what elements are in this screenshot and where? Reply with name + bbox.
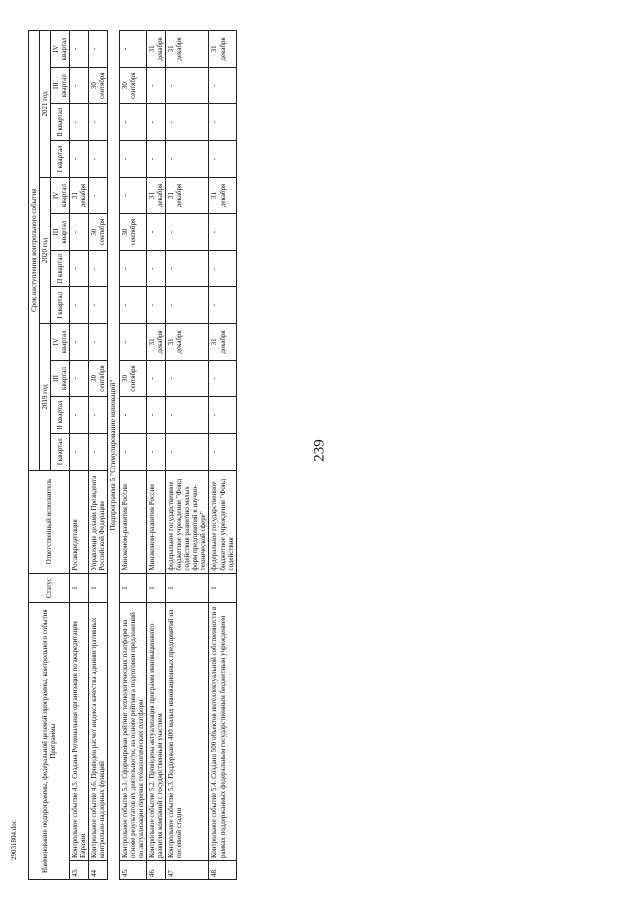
responsible-executor: Минэконом-развития России — [147, 470, 166, 573]
header-year-2019: 2019 год — [40, 324, 51, 470]
quarter-deadline-cell: - — [147, 433, 166, 470]
quarter-deadline-cell: - — [166, 104, 209, 141]
quarter-deadline-cell: 30 сентября — [120, 67, 147, 104]
page-number: 239 — [311, 439, 328, 462]
table-row — [209, 31, 236, 880]
quarter-deadline-cell: - — [70, 250, 89, 287]
header-status: Статус — [29, 573, 70, 603]
quarter-deadline-cell: - — [89, 287, 108, 324]
header-quarter: II квартал — [51, 104, 70, 141]
header-quarter: III квартал — [51, 360, 70, 397]
quarter-deadline-cell: - — [89, 31, 108, 68]
quarter-deadline-cell: 31 декабря — [147, 324, 166, 361]
quarter-deadline-cell: - — [147, 67, 166, 104]
header-quarter: III квартал — [51, 214, 70, 251]
quarter-deadline-cell: 31 декабря — [166, 324, 209, 361]
header-quarter: II квартал — [51, 250, 70, 287]
quarter-deadline-cell: - — [89, 104, 108, 141]
quarter-deadline-cell: 31 декабря — [147, 31, 166, 68]
quarter-deadline-cell: - — [166, 360, 209, 397]
table-body-subprogram-4 — [70, 31, 108, 880]
header-responsible: Ответственный исполнитель — [29, 470, 70, 573]
quarter-deadline-cell: - — [209, 250, 236, 287]
quarter-deadline-cell: - — [70, 67, 89, 104]
responsible-executor: федеральное государственное бюджетное учреждение "Фонд содействия развитию малых форм предприятий в научно-технической сфере" — [166, 470, 209, 573]
quarter-deadline-cell: - — [147, 104, 166, 141]
quarter-deadline-cell: - — [120, 250, 147, 287]
quarter-deadline-cell: - — [209, 214, 236, 251]
table-row — [166, 31, 209, 880]
quarter-deadline-cell: - — [89, 250, 108, 287]
event-name: Контрольное событие 5.1. Сформирован рейтинг технологических платформ на основе результатов их деятельности, на основе рейтинга подготовки предложений по актуализации перечня технологических платформ — [120, 603, 147, 861]
quarter-deadline-cell: - — [209, 433, 236, 470]
quarter-deadline-cell: - — [166, 397, 209, 434]
table-body-subprogram-5 — [120, 31, 237, 880]
control-events-table — [28, 30, 237, 880]
quarter-deadline-cell: - — [166, 287, 209, 324]
header-quarter: III квартал — [51, 67, 70, 104]
header-quarter: I квартал — [51, 287, 70, 324]
quarter-deadline-cell: 31 декабря — [166, 177, 209, 214]
event-name: Контрольное событие 5.3. Поддержано 400 малых инновационных предприятий на посевной стадии — [166, 603, 209, 861]
quarter-deadline-cell: 30 сентября — [120, 214, 147, 251]
table-row — [120, 31, 147, 880]
quarter-deadline-cell: - — [120, 141, 147, 178]
event-name: Контрольное событие 4.5. Создана Региональная организация по аккредитации Евразии — [70, 603, 89, 861]
quarter-deadline-cell: 31 декабря — [209, 31, 236, 68]
row-number: 44 — [89, 861, 108, 880]
quarter-deadline-cell: 30 сентября — [89, 360, 108, 397]
event-status: 1 — [89, 573, 108, 603]
quarter-deadline-cell: 30 сентября — [89, 214, 108, 251]
quarter-deadline-cell: - — [70, 141, 89, 178]
rotated-table-container — [28, 30, 618, 880]
quarter-deadline-cell: - — [166, 214, 209, 251]
header-quarter: IV квартал — [51, 324, 70, 361]
quarter-deadline-cell: - — [120, 104, 147, 141]
quarter-deadline-cell: - — [147, 214, 166, 251]
quarter-deadline-cell: 31 декабря — [209, 324, 236, 361]
quarter-deadline-cell: - — [70, 104, 89, 141]
event-status: 1 — [209, 573, 236, 603]
quarter-deadline-cell: - — [166, 433, 209, 470]
quarter-deadline-cell: - — [209, 104, 236, 141]
header-year-2021: 2021 год — [40, 31, 51, 178]
header-quarter: I квартал — [51, 433, 70, 470]
event-name: Контрольное событие 5.4. Создано 500 объектов интеллектуальной собственности в рамках поддержанных федеральным государственным бюджетным учреждением — [209, 603, 236, 861]
responsible-executor: федеральное государственное бюджетное учреждение "Фонд содействия — [209, 470, 236, 573]
quarter-deadline-cell: 31 декабря — [209, 177, 236, 214]
quarter-deadline-cell: - — [70, 214, 89, 251]
subprogram-divider — [108, 31, 120, 880]
quarter-deadline-cell: - — [147, 250, 166, 287]
quarter-deadline-cell: - — [209, 141, 236, 178]
quarter-deadline-cell: - — [209, 287, 236, 324]
quarter-deadline-cell: 31 декабря — [147, 177, 166, 214]
quarter-deadline-cell: - — [70, 433, 89, 470]
quarter-deadline-cell: - — [147, 397, 166, 434]
quarter-deadline-cell: - — [166, 250, 209, 287]
table-row — [89, 31, 108, 880]
table-row — [147, 31, 166, 880]
responsible-executor: Управление делами Президента Российской Федерации — [89, 470, 108, 573]
quarter-deadline-cell: - — [209, 397, 236, 434]
header-quarter: I квартал — [51, 141, 70, 178]
quarter-deadline-cell: - — [120, 397, 147, 434]
quarter-deadline-cell: - — [209, 360, 236, 397]
quarter-deadline-cell: 31 декабря — [70, 177, 89, 214]
header-quarter: II квартал — [51, 397, 70, 434]
quarter-deadline-cell: 30 сентября — [89, 67, 108, 104]
row-number: 45. — [120, 861, 147, 880]
row-number: 48. — [209, 861, 236, 880]
quarter-deadline-cell: - — [120, 31, 147, 68]
event-status: 1 — [147, 573, 166, 603]
quarter-deadline-cell: - — [147, 360, 166, 397]
row-number: 43. — [70, 861, 89, 880]
quarter-deadline-cell: - — [120, 287, 147, 324]
quarter-deadline-cell: - — [89, 177, 108, 214]
document-code: 29031804.doc — [10, 820, 18, 860]
header-year-2020: 2020 год — [40, 177, 51, 323]
quarter-deadline-cell: - — [89, 141, 108, 178]
table-header — [29, 31, 70, 880]
event-status: 1 — [70, 573, 89, 603]
quarter-deadline-cell: - — [89, 324, 108, 361]
quarter-deadline-cell: - — [166, 67, 209, 104]
header-quarter: IV квартал — [51, 177, 70, 214]
quarter-deadline-cell: - — [120, 433, 147, 470]
quarter-deadline-cell: - — [147, 287, 166, 324]
quarter-deadline-cell: 31 декабря — [166, 31, 209, 68]
header-deadline: Срок наступления контрольного события — [29, 31, 40, 471]
quarter-deadline-cell: - — [70, 324, 89, 361]
subprogram-title: Подпрограмма 5 "Стимулирование инноваций" — [108, 31, 120, 880]
header-name: Наименование подпрограммы, федеральной целевой программы, контрольного события Программы — [29, 603, 70, 880]
quarter-deadline-cell: - — [70, 287, 89, 324]
header-quarter: IV квартал — [51, 31, 70, 68]
row-number: 46. — [147, 861, 166, 880]
table-row — [70, 31, 89, 880]
responsible-executor: Росаккредитация — [70, 470, 89, 573]
quarter-deadline-cell: - — [89, 433, 108, 470]
event-name: Контрольное событие 4.6. Проведен расчет индекса качества административных контрольно-надзорных функций — [89, 603, 108, 861]
event-status: 1 — [120, 573, 147, 603]
quarter-deadline-cell: - — [209, 67, 236, 104]
quarter-deadline-cell: - — [70, 360, 89, 397]
quarter-deadline-cell: - — [120, 324, 147, 361]
event-status: 1 — [166, 573, 209, 603]
quarter-deadline-cell: - — [70, 397, 89, 434]
row-number: 47 — [166, 861, 209, 880]
event-name: Контрольное событие 5.2. Проведена актуализация программ инновационного развития компаний с государственным участием — [147, 603, 166, 861]
quarter-deadline-cell: - — [120, 177, 147, 214]
quarter-deadline-cell: - — [147, 141, 166, 178]
quarter-deadline-cell: - — [166, 141, 209, 178]
responsible-executor: Минэконом-развития России — [120, 470, 147, 573]
quarter-deadline-cell: 30 сентября — [120, 360, 147, 397]
quarter-deadline-cell: - — [89, 397, 108, 434]
quarter-deadline-cell: - — [70, 31, 89, 68]
